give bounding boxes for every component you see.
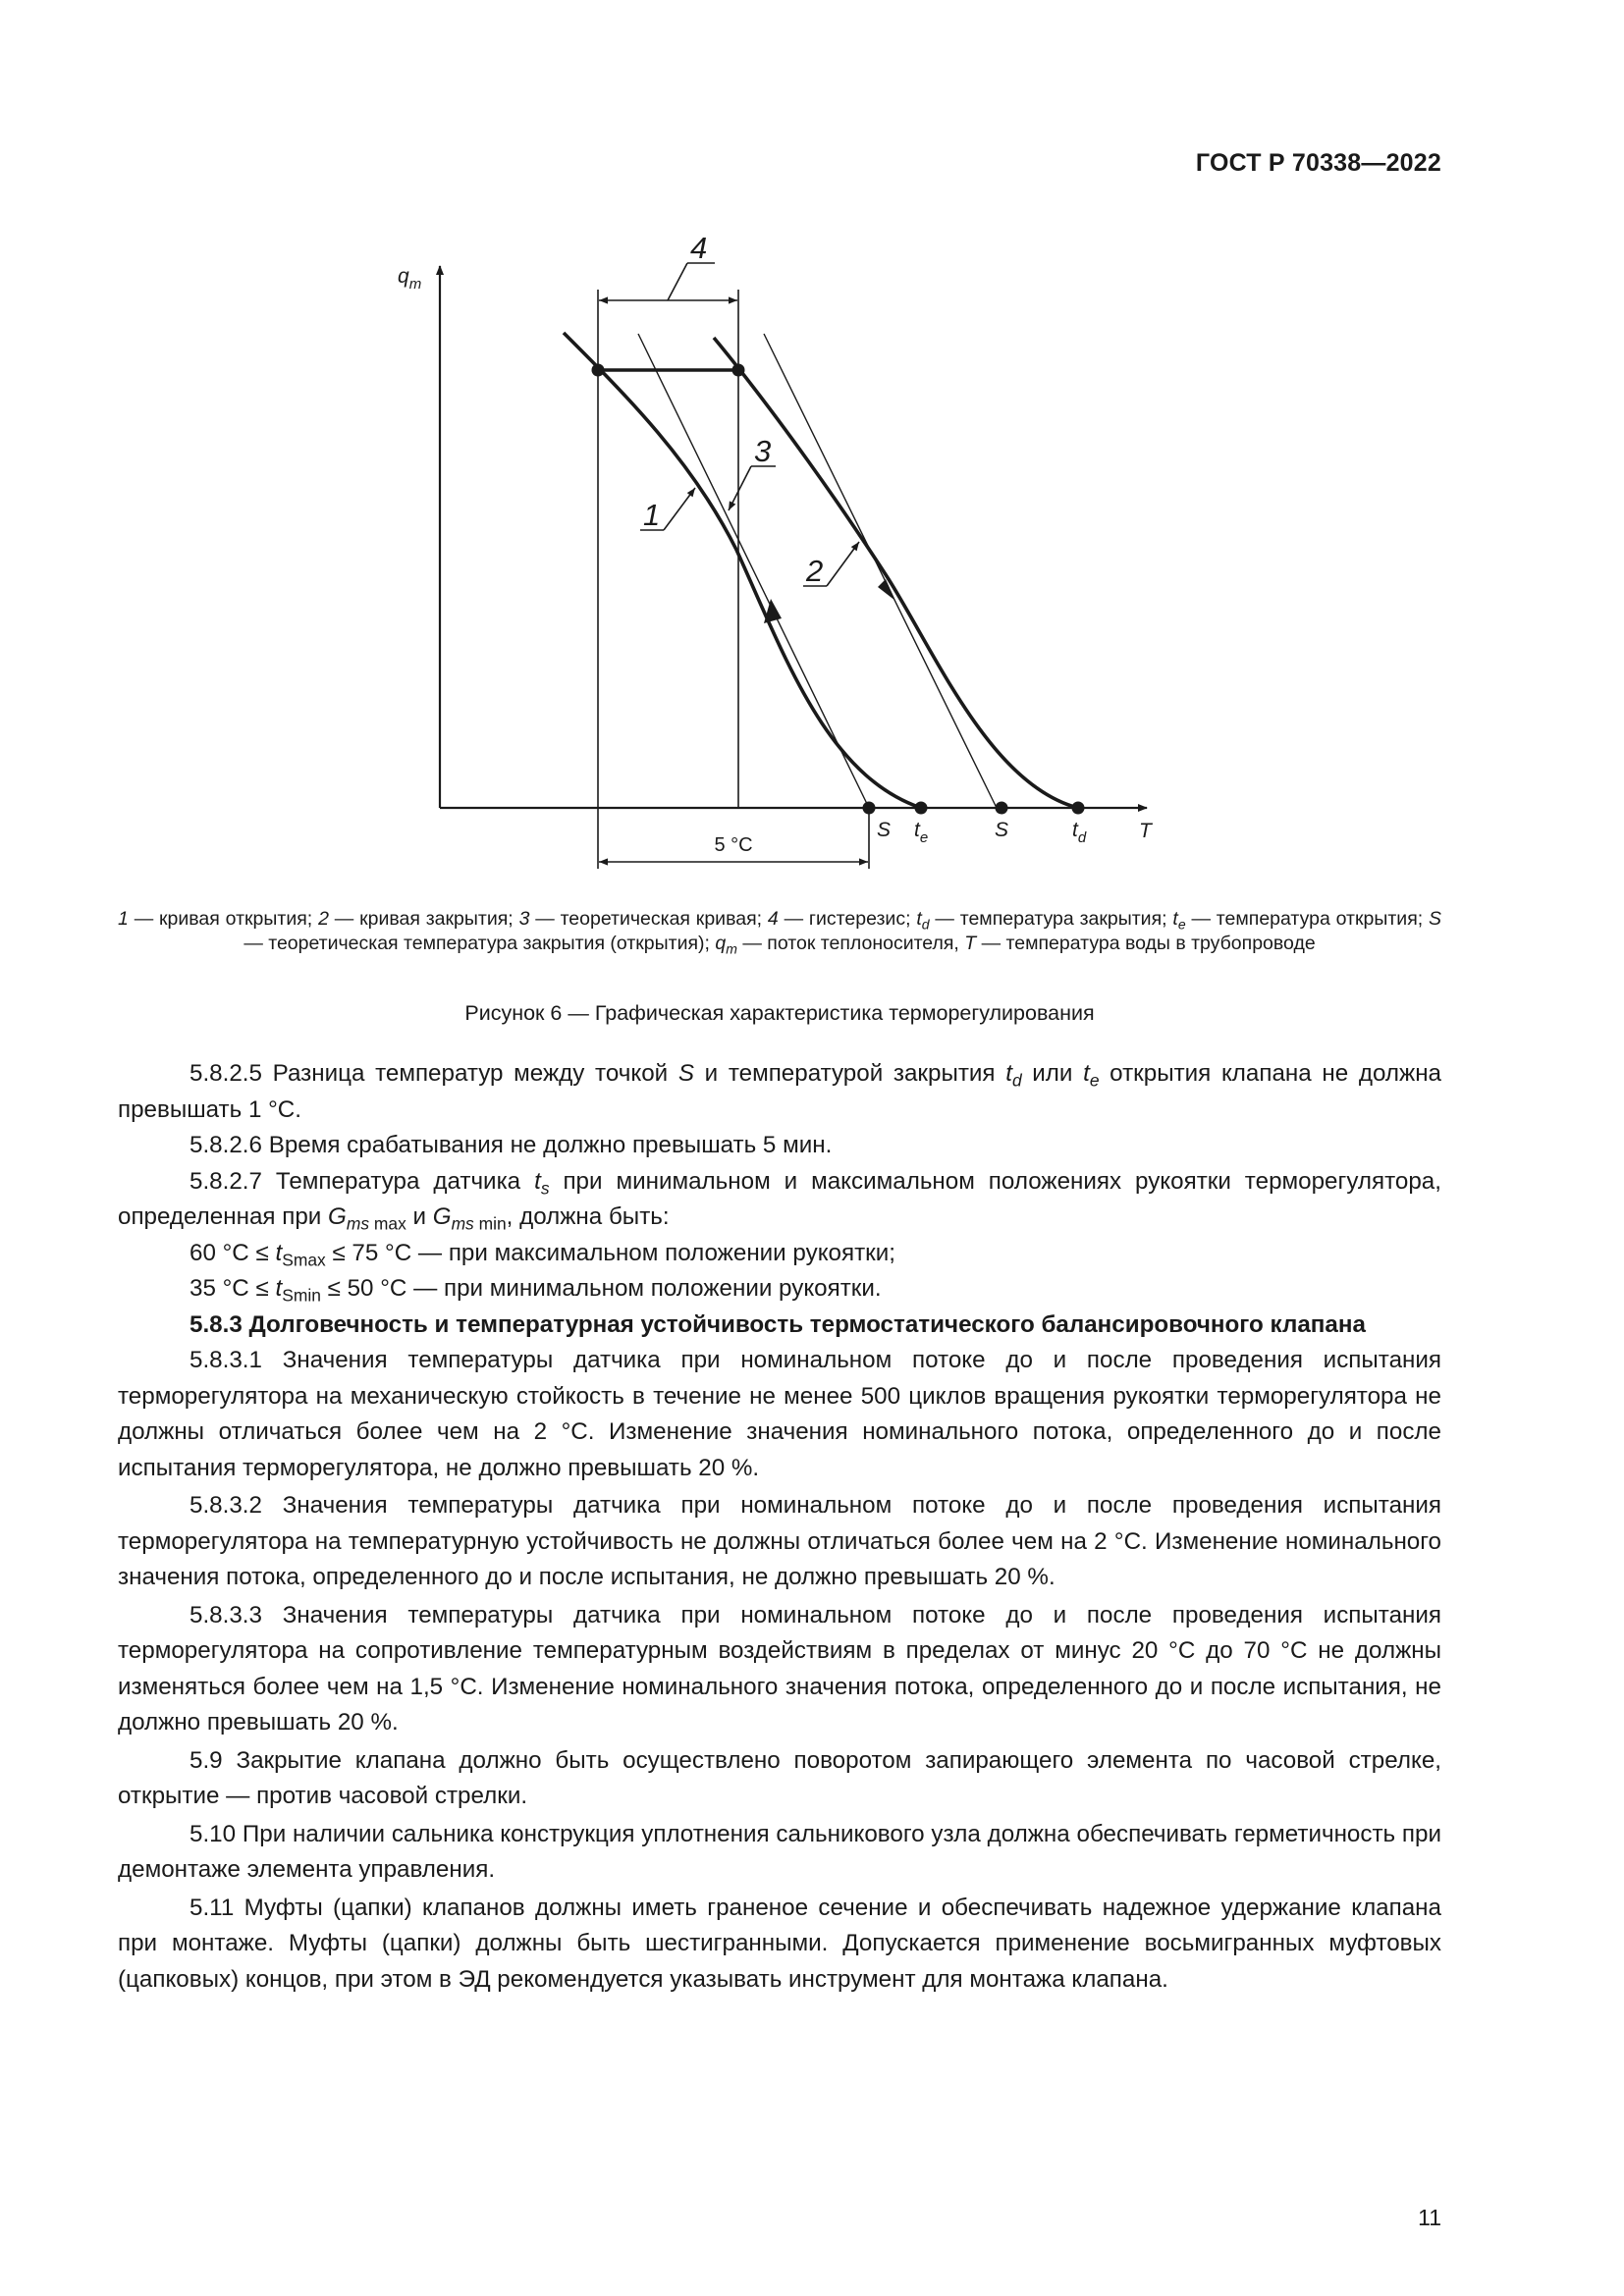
point-s1	[863, 802, 876, 815]
theoretical-line-1	[638, 334, 869, 808]
paragraph-5-8-3-3: 5.8.3.3 Значения температуры датчика при номинальном потоке до и после проведения испытания терморегулятора на сопротивление температурным воздействиям в пределах от минус 20 °C до 70 °C не должны изменяться более чем на 1,5 °C. Изменение номинального значения потока, определенного до и после испытания, не должно превышать 20 %.	[118, 1601, 1441, 1735]
paragraph-5-11: 5.11 Муфты (цапки) клапанов должны иметь граненое сечение и обеспечивать надежное удержание клапана при монтаже. Муфты (цапки) должны быть шестигранными. Допускается применение восьмигранных муфтовых (цапковых) концов, при этом в ЭД рекомендуется указывать инструмент для монтажа клапана.	[118, 1894, 1441, 1993]
paragraph-5-9: 5.9 Закрытие клапана должно быть осуществлено поворотом запирающего элемента по часовой стрелке, открытие — против часовой стрелки.	[118, 1746, 1441, 1809]
formula-tsmax: 60 $^\circ C \le t_{Smax} \le 75$ °C — при максимальном положении рукоятки;	[189, 1239, 895, 1270]
x-axis-label: T	[1139, 820, 1152, 842]
theoretical-line-2	[764, 334, 997, 808]
delta-label: 5 °C	[714, 834, 753, 856]
label-2: 2	[806, 554, 824, 588]
label-2-leader	[827, 542, 859, 586]
figure-thermoregulation-chart	[393, 221, 1178, 898]
label-3: 3	[754, 434, 772, 468]
figure-caption: Рисунок 6 — Графическая характеристика терморегулирования	[464, 1001, 1095, 1025]
label-s2: S	[995, 819, 1009, 841]
opening-curve-1	[564, 333, 921, 808]
y-axis-label: $q_m$	[398, 265, 422, 293]
paragraph-5-8-3-2: 5.8.3.2 Значения температуры датчика при номинальном потоке до и после проведения испытания терморегулятора на температурную устойчивость не должны отличаться более чем на 2 °C. Изменение номинального значения потока, определенного до и после испытания, не должно превышать 20 %.	[118, 1492, 1441, 1590]
point-s2	[996, 802, 1008, 815]
paragraph-5-8-3-1: 5.8.3.1 Значения температуры датчика при номинальном потоке до и после проведения испытания терморегулятора на механическую стойкость в течение не менее 500 циклов вращения рукоятки терморегулятора не должны отличаться более чем на 2 °C. Изменение значения номинального потока, определенного до и после испытания терморегулятора, не должно превышать 20 %.	[118, 1347, 1441, 1481]
closing-curve-2	[714, 338, 1078, 808]
section-heading-5-8-3: 5.8.3 Долговечность и температурная устойчивость термостатического балансировочного клапана	[189, 1310, 1366, 1338]
label-1-leader	[664, 488, 695, 530]
paragraph-5-8-2-7: 5.8.2.7 Температура датчика $t_s$ при минимальном и максимальном положениях рукоятки терморегулятора, определенная при $G_{ms max}$ и $G_{ms min}$, должна быть:	[118, 1167, 1441, 1234]
figure-legend: 1 — кривая открытия; 2 — кривая закрытия; 3 — теоретическая кривая; 4 — гистерезис; $t_d$ — температура закрытия; $t_e$ — температура открытия; S — теоретическая температура закрытия (открытия); $q_m$ — поток теплоносителя, T — температура воды в трубопроводе	[118, 908, 1442, 957]
point-td	[1072, 802, 1085, 815]
point-te	[915, 802, 928, 815]
point-right-top	[732, 364, 745, 377]
label-3-leader	[729, 466, 751, 510]
figure-svg	[393, 221, 1178, 898]
body-text	[118, 1056, 1441, 1998]
formula-tsmin: 35 $^\circ C \le t_{Smin} \le 50$ °C — при минимальном положении рукоятки.	[189, 1275, 882, 1306]
paragraph-5-10: 5.10 При наличии сальника конструкция уплотнения сальникового узла должна обеспечивать герметичность при демонтаже элемента управления.	[118, 1820, 1441, 1883]
label-4-leader	[668, 263, 687, 300]
label-s1: S	[877, 819, 892, 841]
paragraph-5-8-2-6: 5.8.2.6 Время срабатывания не должно превышать 5 мин.	[189, 1132, 833, 1158]
closing-curve-arrow	[878, 579, 895, 601]
label-1: 1	[643, 498, 661, 532]
opening-curve-arrow	[764, 599, 782, 623]
document-header: ГОСТ Р 70338—2022	[1195, 149, 1441, 177]
label-td: $t_d$	[1072, 819, 1087, 846]
point-left-top	[592, 364, 605, 377]
label-te: $t_e$	[914, 819, 929, 846]
page-number: 11	[1418, 2205, 1441, 2230]
paragraph-5-8-2-5: 5.8.2.5 Разница температур между точкой S и температурой закрытия $t_d$ или $t_e$ открытия клапана не должна превышать 1 °C.	[118, 1060, 1441, 1123]
label-4: 4	[690, 231, 708, 265]
